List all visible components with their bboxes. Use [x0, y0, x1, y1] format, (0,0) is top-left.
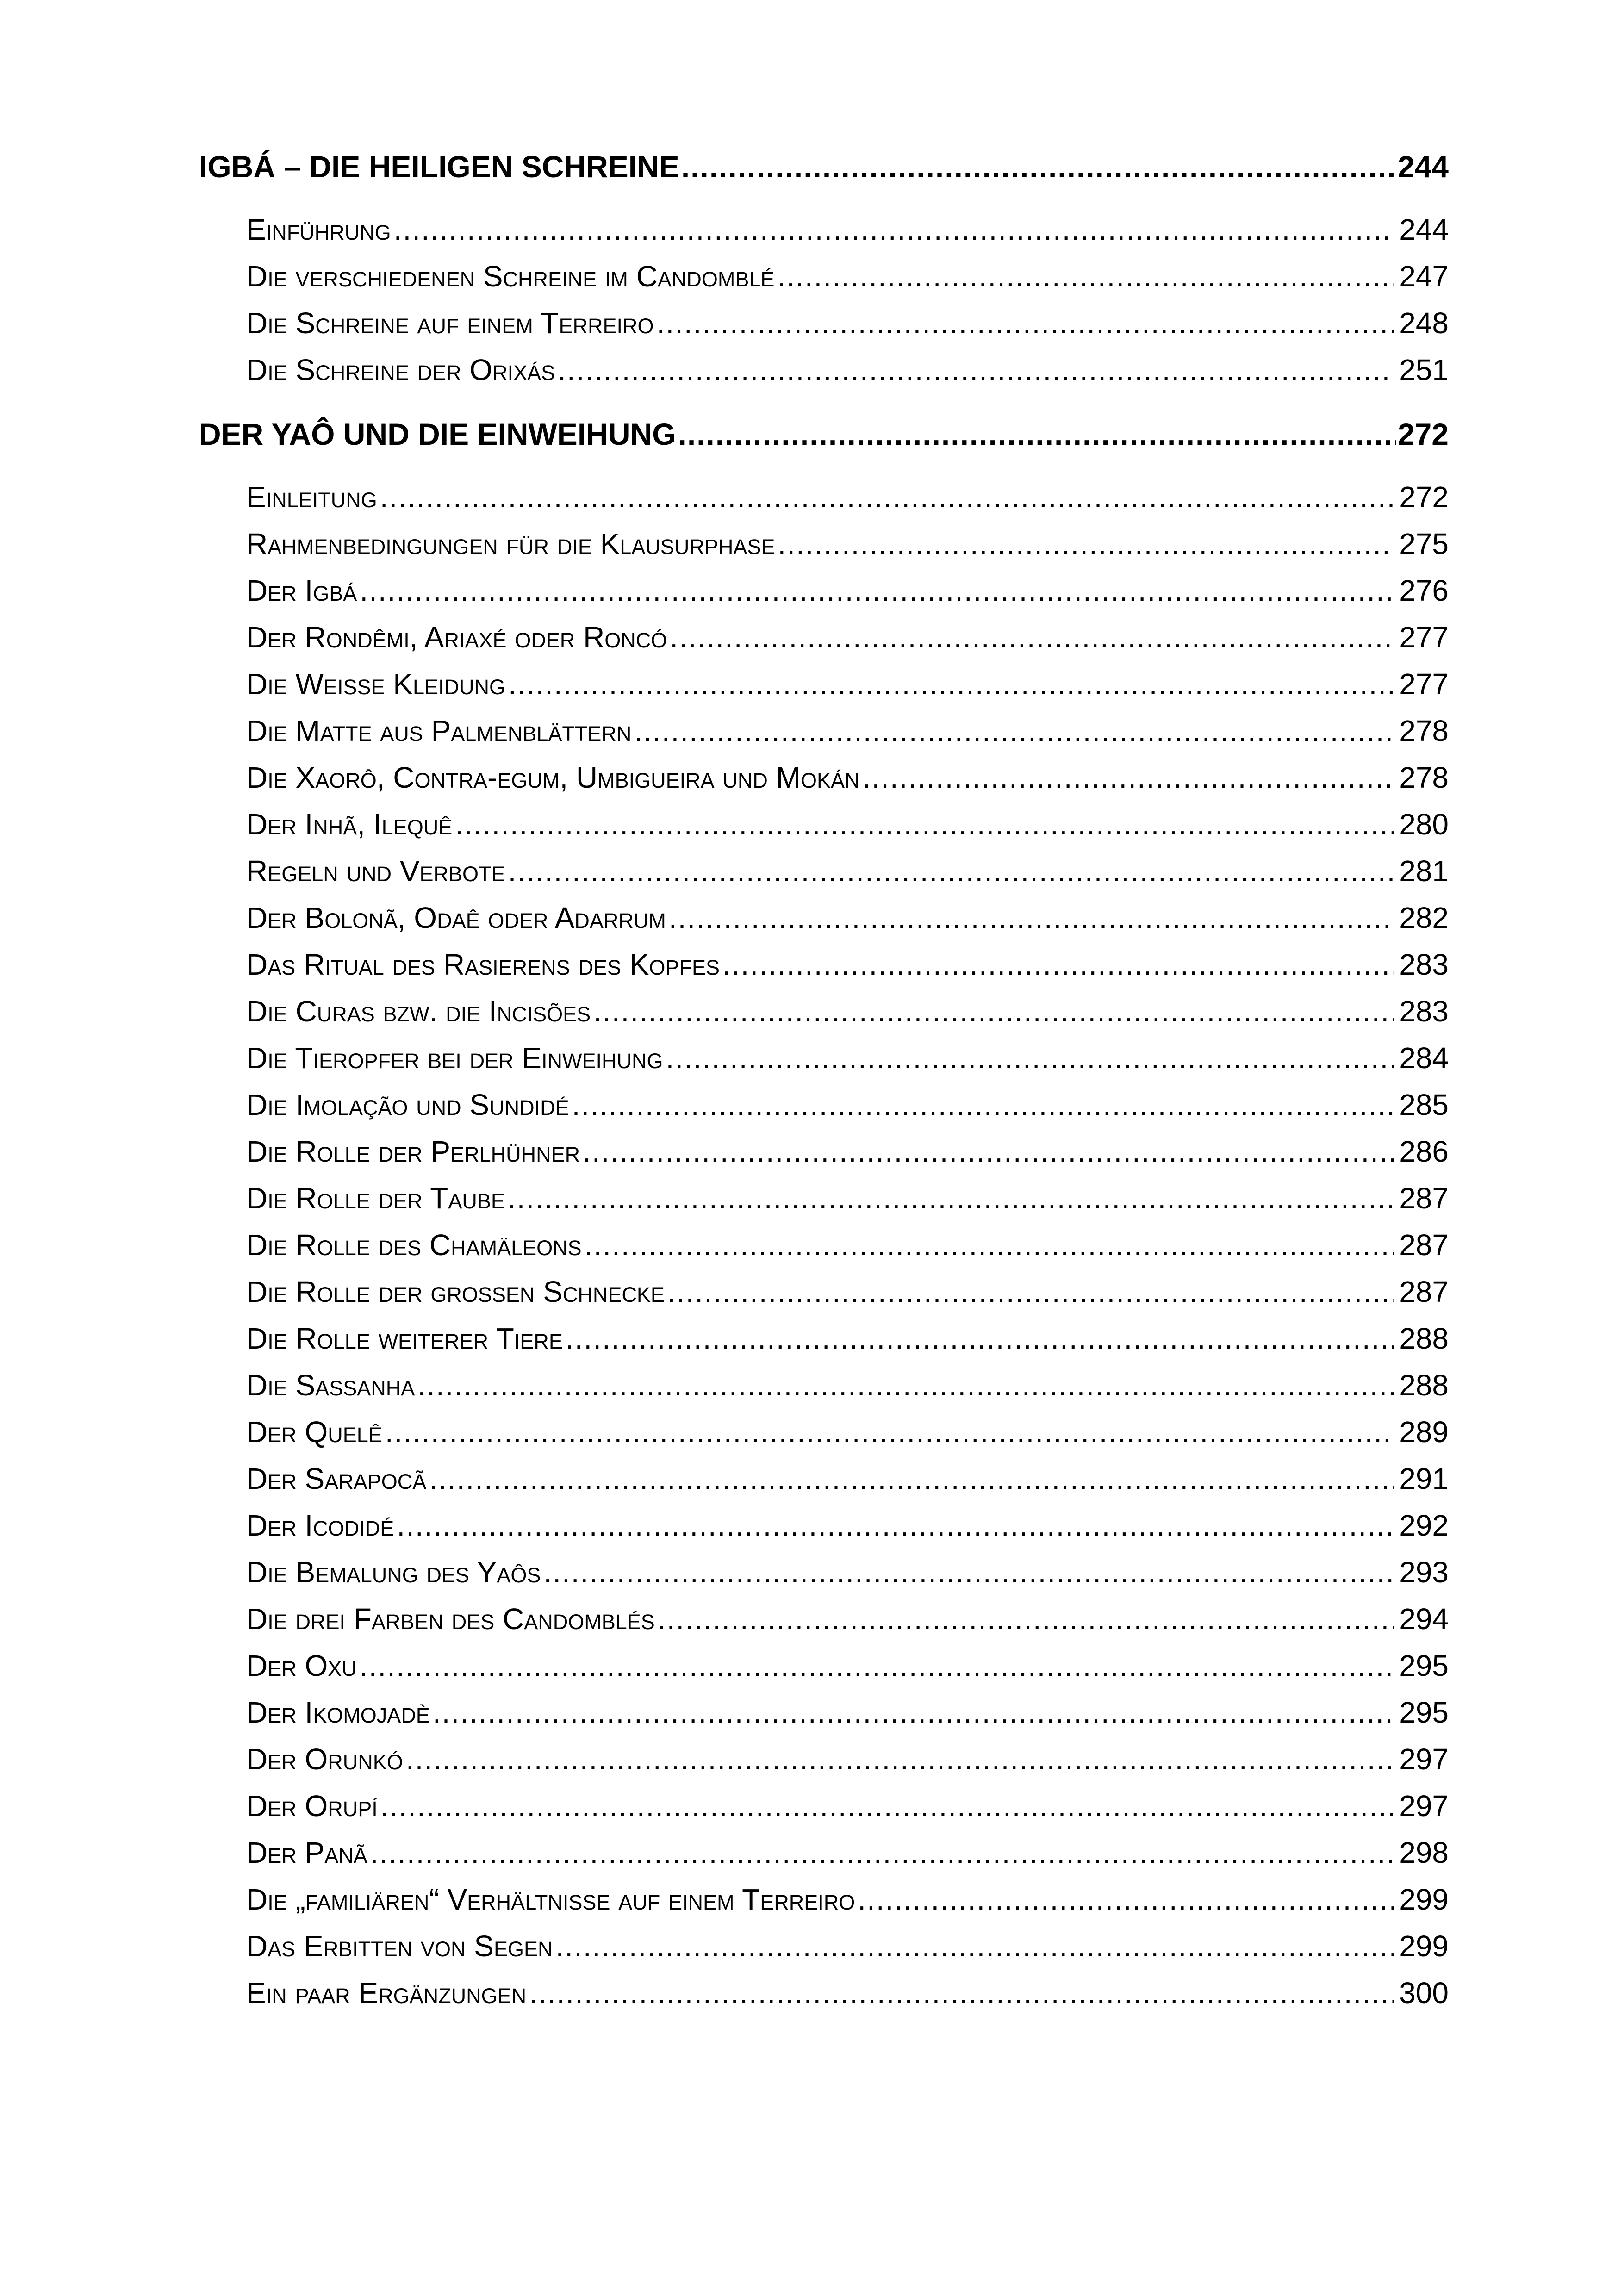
- dot-leader: [394, 206, 1395, 253]
- entry-title: Die Schreine der Orixás: [246, 347, 558, 393]
- dot-leader: [556, 1923, 1395, 1970]
- dot-leader: [593, 988, 1394, 1035]
- entry-page-number: 289: [1394, 1409, 1449, 1456]
- entry-title: Die Rolle der großen Schnecke: [246, 1269, 667, 1315]
- dot-leader: [583, 1128, 1394, 1175]
- toc-entry[interactable]: [199, 347, 1449, 393]
- entry-page-number: 275: [1394, 521, 1449, 567]
- entry-page-number: 285: [1394, 1082, 1449, 1128]
- dot-leader: [566, 1315, 1394, 1362]
- toc-entry[interactable]: [199, 567, 1449, 614]
- dot-leader: [433, 1689, 1394, 1736]
- dot-leader: [543, 1549, 1394, 1596]
- entry-title: Der Bolonã, Odaê oder Adarrum: [246, 895, 669, 941]
- entry-title: Der Orunkó: [246, 1736, 406, 1783]
- toc-entry[interactable]: [199, 474, 1449, 521]
- entry-page-number: 272: [1394, 474, 1449, 521]
- entry-title: Der Oxu: [246, 1643, 360, 1689]
- entry-title: Die „familiären“ Verhältnisse auf einem Terreiro: [246, 1876, 858, 1923]
- entry-page-number: 277: [1394, 614, 1449, 661]
- entry-page-number: 283: [1394, 988, 1449, 1035]
- entry-page-number: 244: [1394, 206, 1449, 253]
- entry-page-number: 299: [1394, 1923, 1449, 1970]
- entry-title: Die Matte aus Palmenblättern: [246, 708, 634, 754]
- entry-page-number: 286: [1394, 1128, 1449, 1175]
- entry-title: Die Tieropfer bei der Einweihung: [246, 1035, 666, 1082]
- dot-leader: [397, 1502, 1394, 1549]
- dot-leader: [385, 1409, 1394, 1456]
- chapter-heading[interactable]: [199, 406, 1449, 462]
- chapter-title: IGBÁ – DIE HEILIGEN SCHREINE: [199, 139, 681, 194]
- entry-title: Das Erbitten von Segen: [246, 1923, 556, 1970]
- dot-leader: [429, 1456, 1394, 1502]
- toc-entry[interactable]: [199, 1876, 1449, 1923]
- dot-leader: [658, 1596, 1394, 1643]
- entry-page-number: 248: [1394, 300, 1449, 347]
- toc-entry[interactable]: [199, 1128, 1449, 1175]
- entry-title: Der Icodidé: [246, 1502, 397, 1549]
- toc-entry[interactable]: [199, 1409, 1449, 1456]
- entry-title: Die Weiße Kleidung: [246, 661, 508, 708]
- toc-entry[interactable]: [199, 708, 1449, 754]
- toc-entry[interactable]: [199, 1269, 1449, 1315]
- entry-page-number: 247: [1394, 253, 1449, 300]
- toc-entry[interactable]: [199, 1035, 1449, 1082]
- entry-title: Der Ikomojadè: [246, 1689, 433, 1736]
- entry-page-number: 292: [1394, 1502, 1449, 1549]
- chapter-page-number: 272: [1396, 406, 1449, 462]
- entry-page-number: 293: [1394, 1549, 1449, 1596]
- entry-title: Rahmenbedingungen für die Klausurphase: [246, 521, 778, 567]
- entry-page-number: 295: [1394, 1689, 1449, 1736]
- entry-title: Die Schreine auf einem Terreiro: [246, 300, 657, 347]
- toc-entry[interactable]: [199, 1970, 1449, 2016]
- entry-title: Einleitung: [246, 474, 380, 521]
- dot-leader: [417, 1362, 1394, 1409]
- entry-page-number: 280: [1394, 801, 1449, 848]
- dot-leader: [529, 1970, 1394, 2016]
- toc-entry[interactable]: [199, 521, 1449, 567]
- toc-section: [199, 406, 1449, 2016]
- toc-entry[interactable]: [199, 253, 1449, 300]
- toc-entry[interactable]: [199, 1923, 1449, 1970]
- dot-leader: [722, 941, 1394, 988]
- entry-page-number: 281: [1394, 848, 1449, 895]
- toc-entry[interactable]: [199, 1829, 1449, 1876]
- toc-entry[interactable]: [199, 1222, 1449, 1269]
- entry-page-number: 278: [1394, 708, 1449, 754]
- dot-leader: [508, 848, 1395, 895]
- entry-title: Die Sassanha: [246, 1362, 417, 1409]
- toc-entry[interactable]: [199, 941, 1449, 988]
- dot-leader: [858, 1876, 1394, 1923]
- entry-page-number: 276: [1394, 567, 1449, 614]
- dot-leader: [670, 614, 1394, 661]
- dot-leader: [678, 406, 1395, 462]
- entry-page-number: 287: [1394, 1175, 1449, 1222]
- dot-leader: [380, 474, 1395, 521]
- dot-leader: [380, 1783, 1394, 1829]
- entry-title: Der Igbá: [246, 567, 360, 614]
- toc-entry[interactable]: [199, 1596, 1449, 1643]
- entry-title: Die drei Farben des Candomblés: [246, 1596, 658, 1643]
- entry-title: Einführung: [246, 206, 394, 253]
- toc-entry[interactable]: [199, 300, 1449, 347]
- dot-leader: [508, 1175, 1394, 1222]
- entry-page-number: 277: [1394, 661, 1449, 708]
- entry-page-number: 282: [1394, 895, 1449, 941]
- entry-title: Der Rondêmi, Ariaxé oder Roncó: [246, 614, 670, 661]
- toc-entry[interactable]: [199, 1643, 1449, 1689]
- entry-title: Der Panã: [246, 1829, 370, 1876]
- entry-page-number: 294: [1394, 1596, 1449, 1643]
- entry-page-number: 295: [1394, 1643, 1449, 1689]
- entry-page-number: 251: [1394, 347, 1449, 393]
- entry-page-number: 299: [1394, 1876, 1449, 1923]
- toc-entry[interactable]: [199, 848, 1449, 895]
- entry-page-number: 297: [1394, 1783, 1449, 1829]
- entry-title: Der Orupí: [246, 1783, 380, 1829]
- dot-leader: [370, 1829, 1394, 1876]
- entry-title: Die Rolle der Perlhühner: [246, 1128, 583, 1175]
- toc-entry[interactable]: [199, 614, 1449, 661]
- entry-title: Der Quelê: [246, 1409, 385, 1456]
- dot-leader: [657, 300, 1395, 347]
- entry-page-number: 287: [1394, 1222, 1449, 1269]
- toc-entry[interactable]: [199, 1549, 1449, 1596]
- toc-section: [199, 139, 1449, 393]
- toc-entry[interactable]: [199, 801, 1449, 848]
- entry-title: Der Inhã, Ilequê: [246, 801, 455, 848]
- entry-page-number: 288: [1394, 1362, 1449, 1409]
- entry-title: Die Bemalung des Yaôs: [246, 1549, 543, 1596]
- dot-leader: [572, 1082, 1395, 1128]
- entry-title: Die Rolle des Chamäleons: [246, 1222, 585, 1269]
- entry-page-number: 297: [1394, 1736, 1449, 1783]
- table-of-contents: [199, 139, 1449, 2029]
- dot-leader: [360, 567, 1394, 614]
- toc-entry[interactable]: [199, 988, 1449, 1035]
- dot-leader: [667, 1269, 1394, 1315]
- entry-page-number: 284: [1394, 1035, 1449, 1082]
- entry-page-number: 283: [1394, 941, 1449, 988]
- dot-leader: [585, 1222, 1395, 1269]
- entry-title: Die Xaorô, Contra-egum, Umbigueira und Mokán: [246, 754, 863, 801]
- toc-entry[interactable]: [199, 1783, 1449, 1829]
- chapter-title: DER YAÔ UND DIE EINWEIHUNG: [199, 406, 678, 462]
- entry-title: Die Curas bzw. die Incisões: [246, 988, 593, 1035]
- toc-entry[interactable]: [199, 1736, 1449, 1783]
- entry-title: Die Imolação und Sundidé: [246, 1082, 572, 1128]
- chapter-page-number: 244: [1396, 139, 1449, 194]
- toc-entry[interactable]: [199, 1456, 1449, 1502]
- dot-leader: [777, 253, 1394, 300]
- dot-leader: [558, 347, 1394, 393]
- entry-page-number: 288: [1394, 1315, 1449, 1362]
- entry-page-number: 278: [1394, 754, 1449, 801]
- dot-leader: [508, 661, 1394, 708]
- toc-entry[interactable]: [199, 1362, 1449, 1409]
- entry-page-number: 287: [1394, 1269, 1449, 1315]
- entry-title: Der Sarapocã: [246, 1456, 429, 1502]
- dot-leader: [360, 1643, 1394, 1689]
- toc-entry[interactable]: [199, 895, 1449, 941]
- dot-leader: [669, 895, 1394, 941]
- toc-entry[interactable]: [199, 206, 1449, 253]
- dot-leader: [778, 521, 1394, 567]
- entry-title: Regeln und Verbote: [246, 848, 508, 895]
- toc-entry[interactable]: [199, 1689, 1449, 1736]
- entry-page-number: 298: [1394, 1829, 1449, 1876]
- entry-title: Die verschiedenen Schreine im Candomblé: [246, 253, 777, 300]
- dot-leader: [455, 801, 1394, 848]
- dot-leader: [681, 139, 1396, 194]
- dot-leader: [634, 708, 1394, 754]
- dot-leader: [666, 1035, 1395, 1082]
- toc-entry[interactable]: [199, 754, 1449, 801]
- entry-page-number: 300: [1394, 1970, 1449, 2016]
- entry-title: Das Ritual des Rasierens des Kopfes: [246, 941, 722, 988]
- toc-entry[interactable]: [199, 661, 1449, 708]
- entry-title: Die Rolle weiterer Tiere: [246, 1315, 566, 1362]
- entry-page-number: 291: [1394, 1456, 1449, 1502]
- entry-title: Ein paar Ergänzungen: [246, 1970, 529, 2016]
- toc-entry[interactable]: [199, 1315, 1449, 1362]
- dot-leader: [863, 754, 1395, 801]
- chapter-heading[interactable]: [199, 139, 1449, 194]
- toc-entry[interactable]: [199, 1082, 1449, 1128]
- dot-leader: [406, 1736, 1394, 1783]
- toc-entry[interactable]: [199, 1175, 1449, 1222]
- toc-entry[interactable]: [199, 1502, 1449, 1549]
- entry-title: Die Rolle der Taube: [246, 1175, 508, 1222]
